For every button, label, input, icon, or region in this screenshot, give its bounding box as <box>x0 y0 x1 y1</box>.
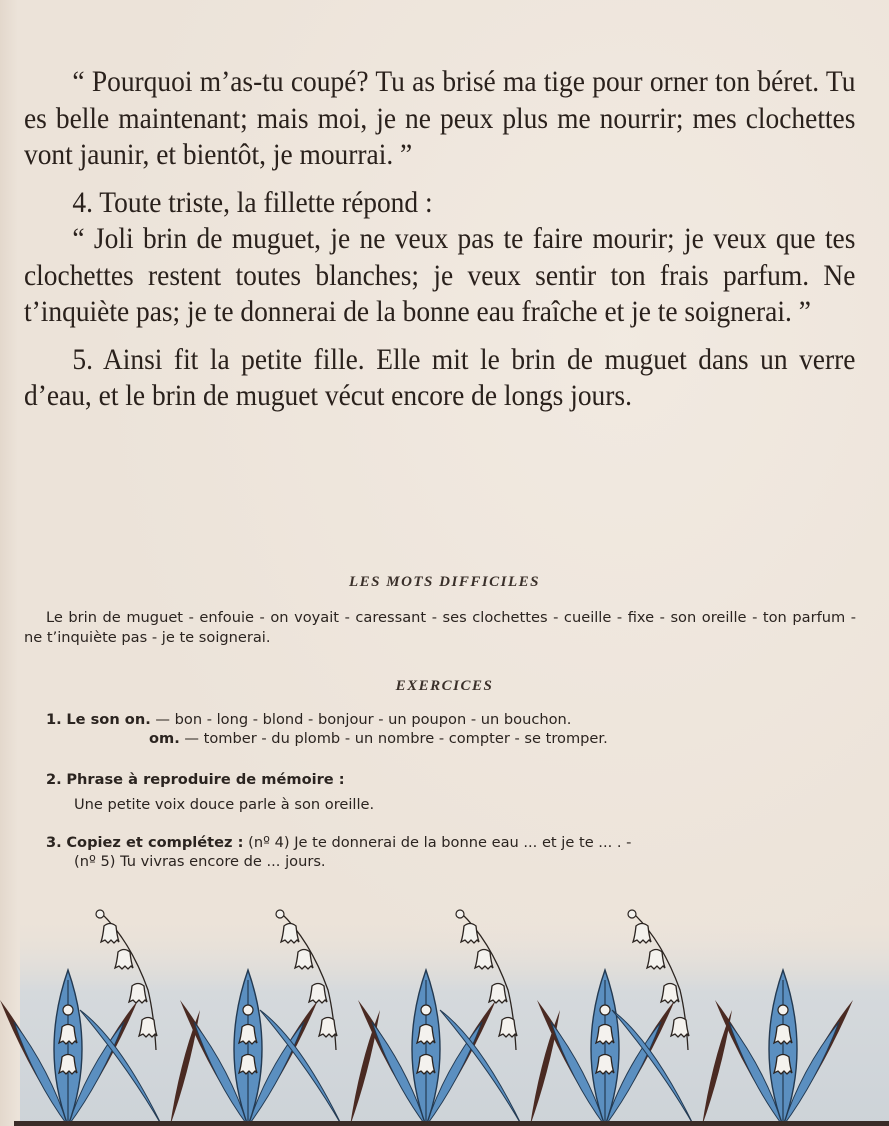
exercise-line: (nº 4) Je te donnerai de la bonne eau ... et je te ... . - <box>243 834 632 851</box>
story-paragraph: “ Pourquoi m’as-tu coupé? Tu as brisé ma tige pour orner ton béret. Tu es belle maintenant; mais moi, je ne peux plus me nourrir; mes clochettes vont jaunir, et bientôt, je mourrai. ” <box>24 66 856 171</box>
story-paragraph: “ Joli brin de muguet, je ne veux pas te faire mourir; je veux que tes clochettes restent toutes blanches; je veux sentir ton frais parfum. Ne t’inquiète pas; je te donnerai de la bonne eau fraîche et je te soignerai. ” <box>24 223 856 328</box>
bottom-bar <box>14 1121 889 1126</box>
exercise-line: (nº 5) Tu vivras encore de ... jours. <box>74 853 326 870</box>
difficult-words-text: Le brin de muguet - enfouie - on voyait - caressant - ses clochettes - cueille - fixe - son oreille - ton parfum - ne t’inquiète pas - je te soignerai. <box>24 609 856 646</box>
exercise-number: 3. <box>46 834 62 851</box>
lily-of-the-valley-frieze <box>0 900 889 1126</box>
exercise-number: 1. <box>46 711 62 728</box>
exercise-2 <box>46 770 866 814</box>
exercise-1 <box>46 710 866 748</box>
exercises-title: EXERCICES <box>395 678 494 694</box>
exercise-subheading: om. <box>149 730 180 747</box>
exercise-line: — tomber - du plomb - un nombre - compter - se tromper. <box>179 730 608 747</box>
exercise-line: Une petite voix douce parle à son oreille. <box>74 796 375 813</box>
exercise-line-2 <box>46 729 866 748</box>
exercise-heading: Copiez et complétez : <box>66 834 244 851</box>
story-text <box>24 64 855 415</box>
exercise-heading: Le son on. <box>66 711 151 728</box>
difficult-words-title: LES MOTS DIFFICILES <box>348 574 541 590</box>
exercise-heading: Phrase à reproduire de mémoire : <box>66 771 345 788</box>
story-paragraph: 5. Ainsi fit la petite fille. Elle mit le brin de muguet dans un verre d’eau, et le brin de muguet vécut encore de longs jours. <box>24 343 856 412</box>
exercise-3 <box>46 833 866 871</box>
story-paragraph: 4. Toute triste, la fillette répond : <box>72 186 433 219</box>
difficult-words-list <box>24 608 856 648</box>
exercise-number: 2. <box>46 771 62 788</box>
exercise-line: — bon - long - blond - bonjour - un poupon - un bouchon. <box>150 711 572 728</box>
